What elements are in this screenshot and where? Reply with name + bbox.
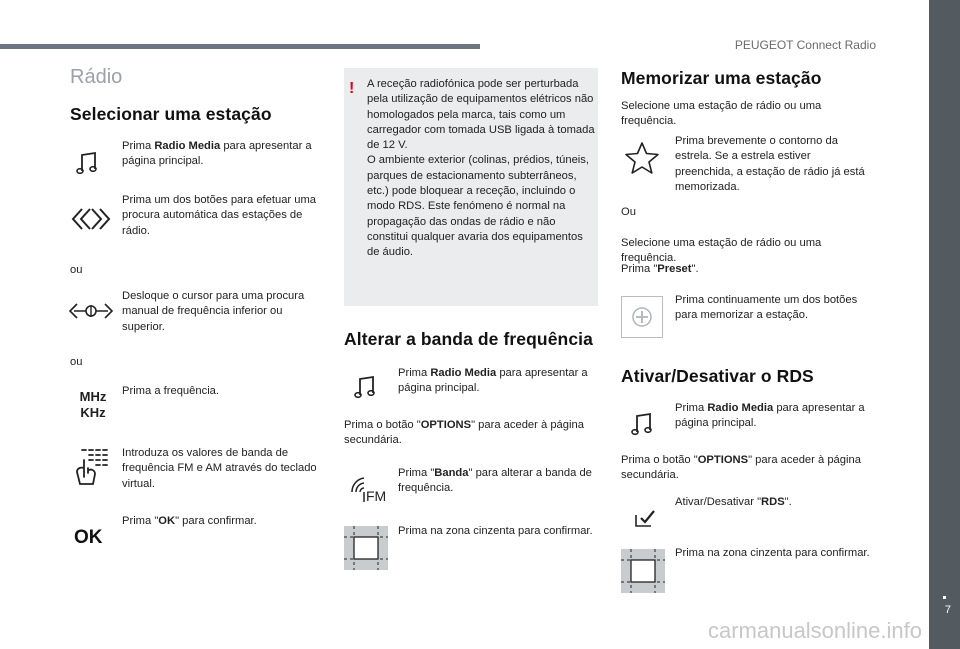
tuning-slider-icon [68, 297, 114, 325]
middle-step-3: Prima "Banda" para alterar a banda de frequência. [398, 467, 592, 495]
right-para-5: Prima continuamente um dos botões para memorizar a estação. [675, 294, 858, 322]
or-label-1: ou [70, 264, 83, 276]
heading-change-band: Alterar a banda de frequência [344, 329, 593, 349]
left-step-1: Prima Radio Media para apresentar a página principal. [122, 140, 312, 168]
page-sidebar [929, 0, 960, 649]
warning-icon: ! [349, 80, 355, 97]
right-para-9: Prima na zona cinzenta para confirmar. [675, 547, 870, 559]
left-step-4: Prima a frequência. [122, 385, 220, 397]
left-step-2: Prima um dos botões para efetuar uma procura automática das estações de rádio. [122, 194, 317, 237]
mhz-label: MHz [79, 389, 107, 404]
brand-label: PEUGEOT Connect Radio [734, 38, 876, 52]
section-title: Rádio [70, 66, 123, 88]
ok-label: OK [74, 527, 103, 548]
music-note-icon [627, 409, 657, 439]
seek-arrows-icon [70, 204, 112, 234]
left-step-5: Introduza os valores de banda de frequência FM e AM através do teclado virtual. [122, 447, 317, 490]
watermark: carmanualsonline.info [707, 618, 922, 643]
grey-zone-icon [621, 549, 665, 593]
music-note-icon [72, 148, 102, 178]
star-outline-icon [622, 140, 662, 176]
keypad-touch-icon [72, 446, 110, 490]
middle-step-2: Prima o botão "OPTIONS" para aceder à página secundária. [344, 419, 584, 447]
middle-step-4: Prima na zona cinzenta para confirmar. [398, 525, 593, 537]
right-para-4: Prima "Preset". [621, 263, 699, 275]
right-para-6: Prima Radio Media para apresentar a página principal. [675, 402, 865, 430]
header-rule [0, 44, 480, 49]
or-label-2: ou [70, 356, 83, 368]
right-para-1: Selecione uma estação de rádio ou uma frequência. [621, 100, 822, 128]
fm-label: FM [366, 488, 387, 504]
or-label-3: Ou [621, 206, 636, 218]
heading-select-station: Selecionar uma estação [70, 104, 272, 124]
sidebar-marker [943, 596, 946, 599]
left-step-3: Desloque o cursor para uma procura manual de frequência inferior ou superior. [122, 290, 305, 333]
page-number: 7 [944, 604, 951, 616]
khz-label: KHz [80, 405, 106, 420]
preset-add-icon [621, 296, 663, 338]
grey-zone-icon [344, 526, 388, 570]
fm-band-icon [348, 474, 390, 506]
right-para-2: Prima brevemente o contorno da estrela. Se a estrela estiver preenchida, a estação de rádio já está memorizada. [675, 135, 865, 193]
middle-step-1: Prima Radio Media para apresentar a página principal. [398, 367, 588, 395]
right-para-8: Ativar/Desativar "RDS". [675, 496, 792, 508]
right-para-7: Prima o botão "OPTIONS" para aceder à página secundária. [621, 454, 861, 482]
left-step-6: Prima "OK" para confirmar. [122, 515, 257, 527]
heading-store-station: Memorizar uma estação [621, 68, 822, 88]
heading-rds: Ativar/Desativar o RDS [621, 366, 814, 386]
music-note-icon [350, 372, 380, 402]
warning-note-text: A receção radiofónica pode ser perturbada pela utilização de equipamentos elétricos não homologados pela marca, tais como um carregador com tomada USB ligada à tomada de 12 V. O ambiente exterior (colinas, prédios, túneis, parques de estacionamento subterrâneos, etc.) pode bloquear a receção, incluindo o modo RDS. Este fenómeno é normal na propagação das ondas de rádio e não constitui qualquer avaria dos equipamentos de áudio. [367, 78, 595, 259]
frequency-unit-icon [76, 389, 110, 421]
checkbox-checked-icon [632, 506, 658, 530]
right-para-3: Selecione uma estação de rádio ou uma frequência. [621, 237, 822, 265]
